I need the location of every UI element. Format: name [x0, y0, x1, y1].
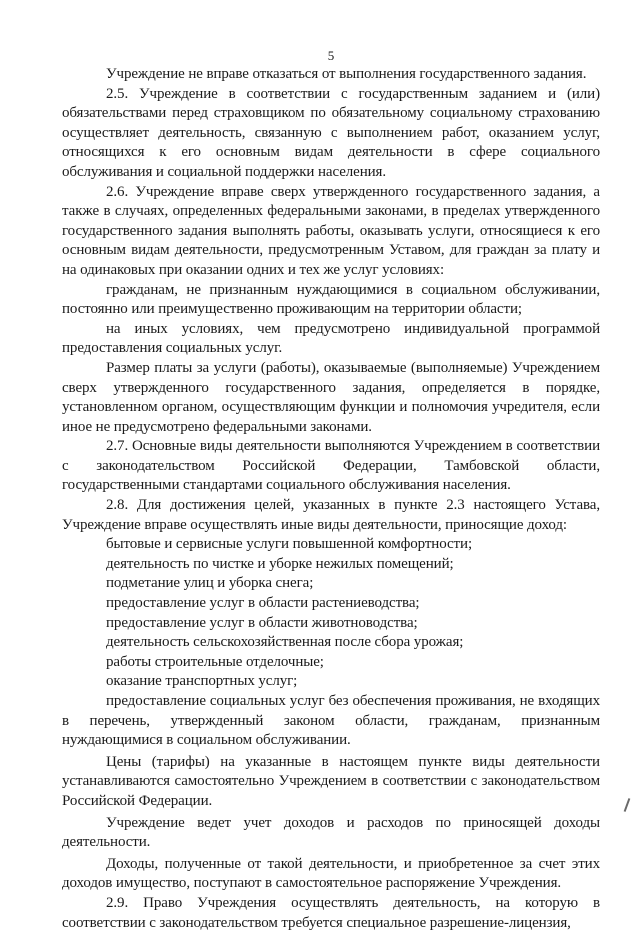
list-item: деятельность сельскохозяйственная после сбора урожая; — [106, 634, 464, 651]
paragraph-accounting: Учреждение ведет учет доходов и расходов по приносящей доходы деятельности. — [62, 814, 600, 851]
income-activities-list — [62, 535, 600, 751]
paragraph-income-disposal: Доходы, полученные от такой деятельности, и приобретенное за счет этих доходов имущество, поступают в самостоятельное распоряжение Учреждения. — [62, 855, 600, 892]
paragraph-task-refusal: Учреждение не вправе отказаться от выполнения государственного задания. — [106, 66, 587, 82]
paragraph-2-8: 2.8. Для достижения целей, указанных в пункте 2.3 настоящего Устава, Учреждение вправе осуществлять иные виды деятельности, приносящие доход: — [62, 497, 600, 533]
list-item: предоставление услуг в области животноводства; — [106, 614, 418, 631]
page-number: 5 — [327, 48, 335, 63]
paragraph-2-5: 2.5. Учреждение в соответствии с государственным заданием и (или) обязательствами перед страховщиком по обязательному социальному страхованию осуществляет деятельность, связанную с выполнением работ, оказанием услуг, относящихся к его основным видам деятельности в сфере социального обслуживания и социальной поддержки населения. — [62, 85, 600, 180]
paragraph-fee-amount: Размер платы за услуги (работы), оказываемые (выполняемые) Учреждением сверх утвержденного государственного задания, определяется в порядке, установленном органом, осуществляющим функции и полномочия учредителя, если иное не предусмотрено федеральными законами. — [62, 359, 600, 435]
list-item: деятельность по чистке и уборке нежилых помещений; — [106, 555, 454, 572]
paragraph-2-6-other-conditions: на иных условиях, чем предусмотрено индивидуальной программой предоставления социальных услуг. — [62, 320, 600, 357]
paragraph-prices: Цены (тарифы) на указанные в настоящем пункте виды деятельности устанавливаются самостоятельно Учреждением в соответствии с законодательством Российской Федерации. — [62, 753, 600, 809]
list-item: подметание улиц и уборка снега; — [106, 575, 314, 592]
paragraph-2-6-citizens: гражданам, не признанным нуждающимися в социальном обслуживании, постоянно или преимущественно проживающим на территории области; — [62, 281, 600, 318]
margin-mark — [624, 798, 631, 812]
list-item: предоставление социальных услуг без обеспечения проживания, не входящих в перечень, утвержденный законом области, гражданам, признанным нуждающимися в социальном обслуживании. — [62, 693, 600, 749]
paragraph-2-6: 2.6. Учреждение вправе сверх утвержденного государственного задания, а также в случаях, определенных федеральными законами, в пределах утвержденного государственного задания выполнять работы, оказывать услуги, относящиеся к его основным видам деятельности, предусмотренным Уставом, для граждан за плату и на одинаковых при оказании одних и тех же услуг условиях: — [62, 183, 600, 278]
list-item: оказание транспортных услуг; — [106, 673, 298, 690]
document-page — [62, 0, 600, 933]
list-item: предоставление услуг в области растениеводства; — [106, 595, 420, 612]
paragraph-2-9: 2.9. Право Учреждения осуществлять деятельность, на которую в соответствии с законодательством требуется специальное разрешение-лицензия, — [62, 894, 600, 931]
paragraph-2-7: 2.7. Основные виды деятельности выполняются Учреждением в соответствии с законодательством Российской Федерации, Тамбовской области, государственными стандартами социального обслуживания населения. — [62, 438, 600, 494]
list-item: работы строительные отделочные; — [106, 653, 324, 670]
list-item: бытовые и сервисные услуги повышенной комфортности; — [106, 536, 473, 553]
